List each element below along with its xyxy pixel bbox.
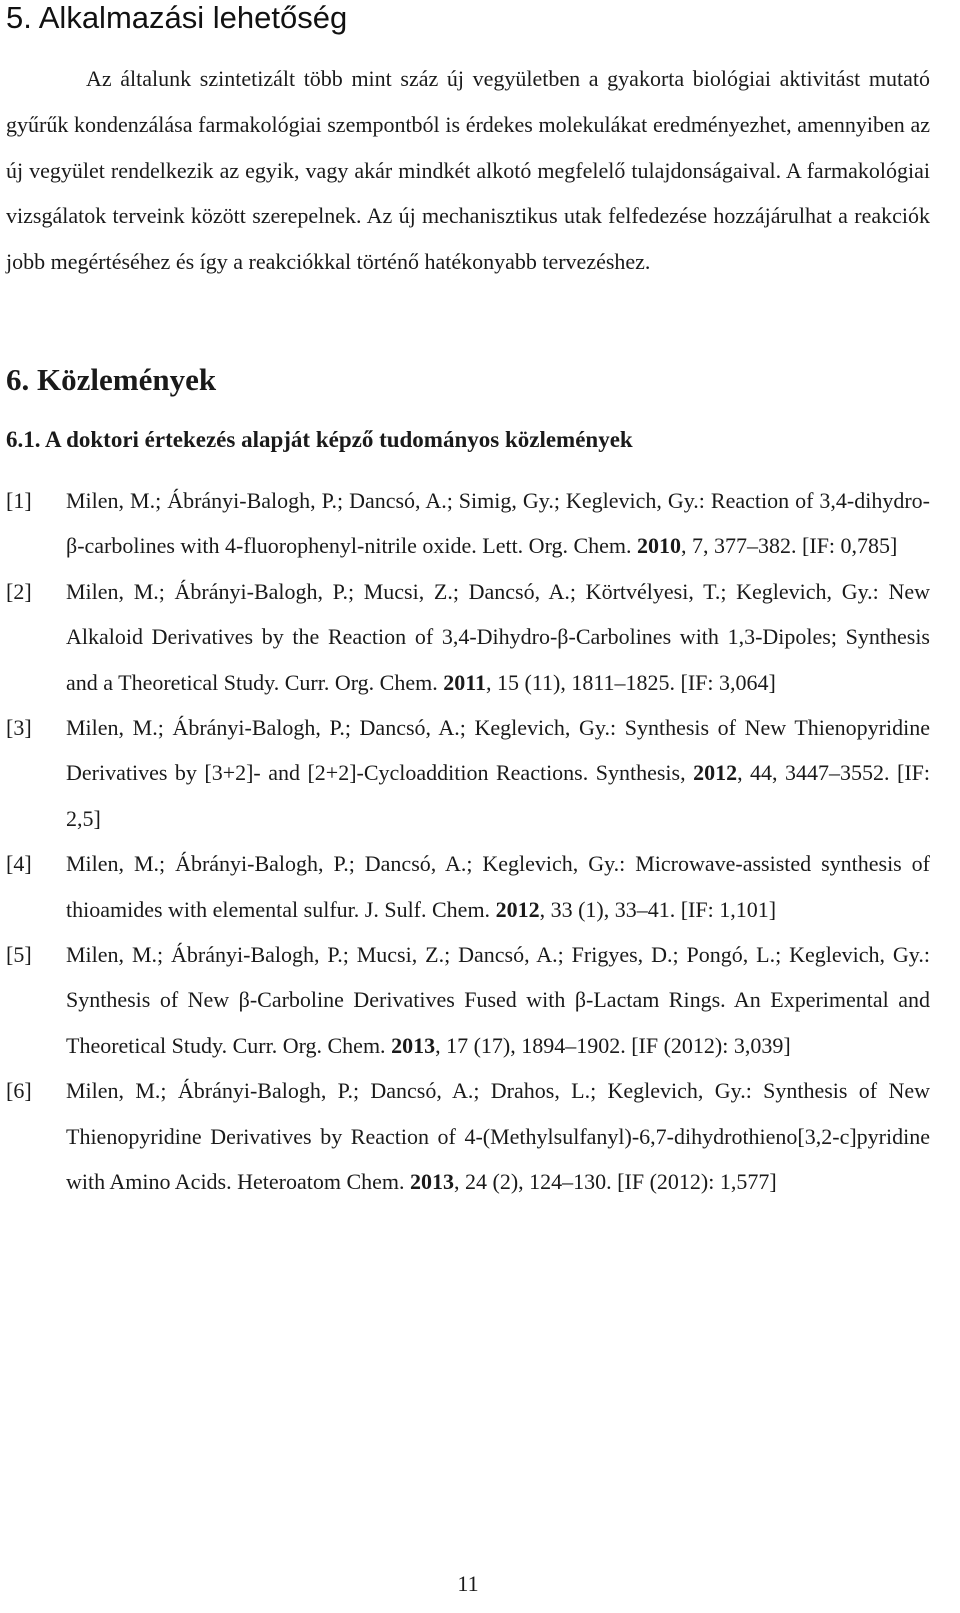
reference-text — [66, 488, 930, 558]
reference-year: 2010 — [637, 533, 682, 559]
reference-citation: Milen, M.; Ábrányi-Balogh, P.; Dancsó, A.; Keglevich, Gy.: Synthesis of New Thienopyridine Derivatives by [3+2]- and [2+2]-Cycloaddition Reactions. Synthesis, — [66, 715, 930, 786]
section-6-title: 6. Közlemények — [6, 362, 217, 397]
reference-text — [66, 851, 930, 921]
reference-number: [1] — [6, 488, 32, 513]
reference-citation: Milen, M.; Ábrányi-Balogh, P.; Mucsi, Z.; Dancsó, A.; Körtvélyesi, T.; Keglevich, Gy.: New Alkaloid Derivatives by the Reaction of 3,4-Dihydro-β-Carbolines with 1,3-Dipoles; Synthesis and a Theoretical Study. Curr. Org. Chem. — [66, 578, 930, 695]
reference-details: , 15 (11), 1811–1825. [IF: 3,064] — [486, 669, 776, 695]
reference-citation: Milen, M.; Ábrányi-Balogh, P.; Mucsi, Z.; Dancsó, A.; Frigyes, D.; Pongó, L.; Keglevich, Gy.: Synthesis of New β-Carboline Derivatives Fused with β-Lactam Rings. An Experimental and Theoretical Study. Curr. Org. Chem. — [66, 942, 930, 1058]
reference-text — [66, 942, 930, 1058]
reference-year: 2013 — [410, 1169, 455, 1195]
reference-citation: Milen, M.; Ábrányi-Balogh, P.; Dancsó, A.; Drahos, L.; Keglevich, Gy.: Synthesis of New Thienopyridine Derivatives by Reaction of 4-(Methylsulfanyl)-6,7-dihydrothieno[3,2-c]pyridine with Amino Acids. Heteroatom Chem. — [66, 1078, 930, 1195]
reference-number: [4] — [6, 851, 32, 877]
reference-details: , 33 (1), 33–41. [IF: 1,101] — [539, 896, 777, 922]
reference-item-4 — [6, 841, 930, 932]
reference-item-5 — [6, 932, 930, 1068]
reference-details: , 7, 377–382. [IF: 0,785] — [681, 533, 898, 559]
reference-number: [2] — [6, 578, 32, 604]
page-number: 11 — [457, 1571, 479, 1596]
section-6-1-title: 6.1. A doktori értekezés alapját képző tudományos közlemények — [6, 427, 633, 452]
reference-text — [66, 579, 930, 695]
section-5-title: 5. Alkalmazási lehetőség — [6, 0, 348, 35]
reference-item-6 — [6, 1068, 930, 1204]
reference-citation: Milen, M.; Ábrányi-Balogh, P.; Dancsó, A.; Keglevich, Gy.: Microwave-assisted synthesis of thioamides with elemental sulfur. J. Sulf. Chem. — [66, 851, 930, 922]
reference-text — [66, 1078, 930, 1194]
reference-details: , 24 (2), 124–130. [IF (2012): 1,577] — [454, 1169, 777, 1195]
reference-year: 2013 — [391, 1032, 436, 1058]
reference-number: [3] — [6, 715, 32, 741]
reference-item-3 — [6, 705, 930, 841]
reference-item-2 — [6, 569, 930, 705]
reference-year: 2012 — [693, 760, 738, 786]
reference-list — [6, 478, 930, 1205]
reference-details: , 44, 3447–3552. [IF: 2,5] — [66, 760, 931, 831]
reference-year: 2012 — [495, 896, 540, 922]
section-5-paragraph: Az általunk szintetizált több mint száz új vegyületben a gyakorta biológiai aktivitást mutató gyűrűk kondenzálása farmakológiai szempontból is érdekes molekulákat eredményezhet, amennyiben az új vegyület rendelkezik az egyik, vagy akár mindkét alkotó megfelelő tulajdonságaival. A farmakológiai vizsgálatok terveink között szerepelnek. Az új mechanisztikus utak felfedezése hozzájárulhat a reakciók jobb megértéséhez és így a reakciókkal történő hatékonyabb tervezéshez. — [6, 66, 930, 275]
reference-number: [5] — [6, 942, 32, 968]
reference-item-1 — [6, 478, 930, 569]
reference-year: 2011 — [443, 669, 486, 695]
reference-citation: Milen, M.; Ábrányi-Balogh, P.; Dancsó, A.; Simig, Gy.; Keglevich, Gy.: Reaction of 3,4-dihydro-β-carbolines with 4-fluorophenyl-nitrile oxide. Lett. Org. Chem. — [66, 488, 930, 559]
reference-text — [66, 715, 930, 831]
reference-number: [6] — [6, 1078, 32, 1104]
reference-details: , 17 (17), 1894–1902. [IF (2012): 3,039] — [435, 1032, 791, 1058]
